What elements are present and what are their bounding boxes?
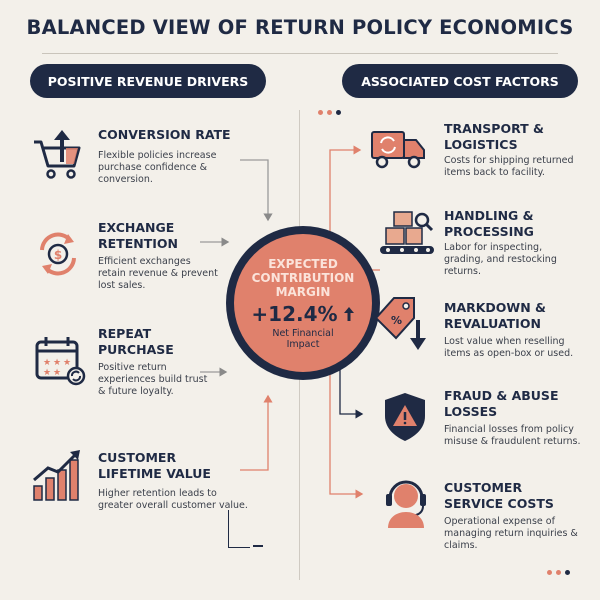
heading-customer-service-costs: CUSTOMER SERVICE COSTS [444, 480, 554, 511]
cost-factors-header: ASSOCIATED COST FACTORS [342, 64, 578, 98]
conveyor-boxes-icon [376, 208, 438, 262]
heading-transport-logistics: TRANSPORT & LOGISTICS [444, 121, 544, 152]
link-service [330, 370, 362, 494]
desc-repeat-purchase: Positive return experiences build trust & future loyalty. [98, 362, 208, 397]
cart-upload-icon [32, 124, 84, 180]
page-title: BALANCED VIEW OF RETURN POLICY ECONOMICS [26, 16, 574, 39]
desc-markdown-revaluation: Lost value when reselling items as open-box or used. [444, 336, 574, 359]
desc-conversion-rate: Flexible policies increase purchase confidence & conversion. [98, 150, 217, 185]
margin-value: +12.4% [251, 301, 338, 326]
link-conversion [240, 160, 268, 220]
svg-text:$: $ [53, 248, 63, 262]
desc-fraud-abuse: Financial losses from policy misuse & fraudulent returns. [444, 424, 581, 447]
svg-text:%: % [391, 314, 403, 327]
heading-markdown-revaluation: MARKDOWN & REVALUATION [444, 300, 546, 331]
heading-handling-processing: HANDLING & PROCESSING [444, 208, 534, 239]
desc-exchange-retention: Efficient exchanges retain revenue & prevent lost sales. [98, 256, 218, 291]
heading-exchange-retention: EXCHANGE RETENTION [98, 220, 178, 251]
arrow-up-icon [343, 306, 355, 322]
support-agent-icon [380, 474, 432, 530]
heading-customer-lifetime-value: CUSTOMER LIFETIME VALUE [98, 450, 211, 481]
heading-conversion-rate: CONVERSION RATE [98, 127, 231, 142]
desc-customer-lifetime-value: Higher retention leads to greater overall customer value. [98, 488, 248, 511]
center-value-row [251, 302, 354, 326]
svg-text:★: ★ [53, 368, 62, 378]
svg-text:★: ★ [53, 358, 62, 368]
desc-transport-logistics: Costs for shipping returned items back to facility. [444, 155, 574, 178]
desc-handling-processing: Labor for inspecting, grading, and restocking returns. [444, 242, 557, 277]
heading-fraud-abuse: FRAUD & ABUSE LOSSES [444, 388, 559, 419]
price-tag-down-icon [374, 294, 430, 354]
heading-repeat-purchase: REPEAT PURCHASE [98, 326, 174, 357]
svg-text:★: ★ [63, 358, 72, 368]
shield-warning-icon [380, 390, 430, 444]
svg-text:★: ★ [43, 358, 52, 368]
contribution-margin-circle [234, 234, 372, 372]
svg-text:★: ★ [43, 368, 52, 378]
exchange-cycle-icon [32, 228, 84, 280]
delivery-truck-icon [368, 126, 428, 172]
growth-chart-icon [30, 446, 86, 504]
link-lifetime [240, 396, 268, 470]
revenue-drivers-header: POSITIVE REVENUE DRIVERS [30, 64, 266, 98]
center-subtitle: Net Financial Impact [272, 327, 334, 350]
center-title: EXPECTED CONTRIBUTION MARGIN [251, 256, 355, 299]
desc-customer-service-costs: Operational expense of managing return inquiries & claims. [444, 516, 578, 551]
calendar-stars-icon [34, 334, 86, 388]
